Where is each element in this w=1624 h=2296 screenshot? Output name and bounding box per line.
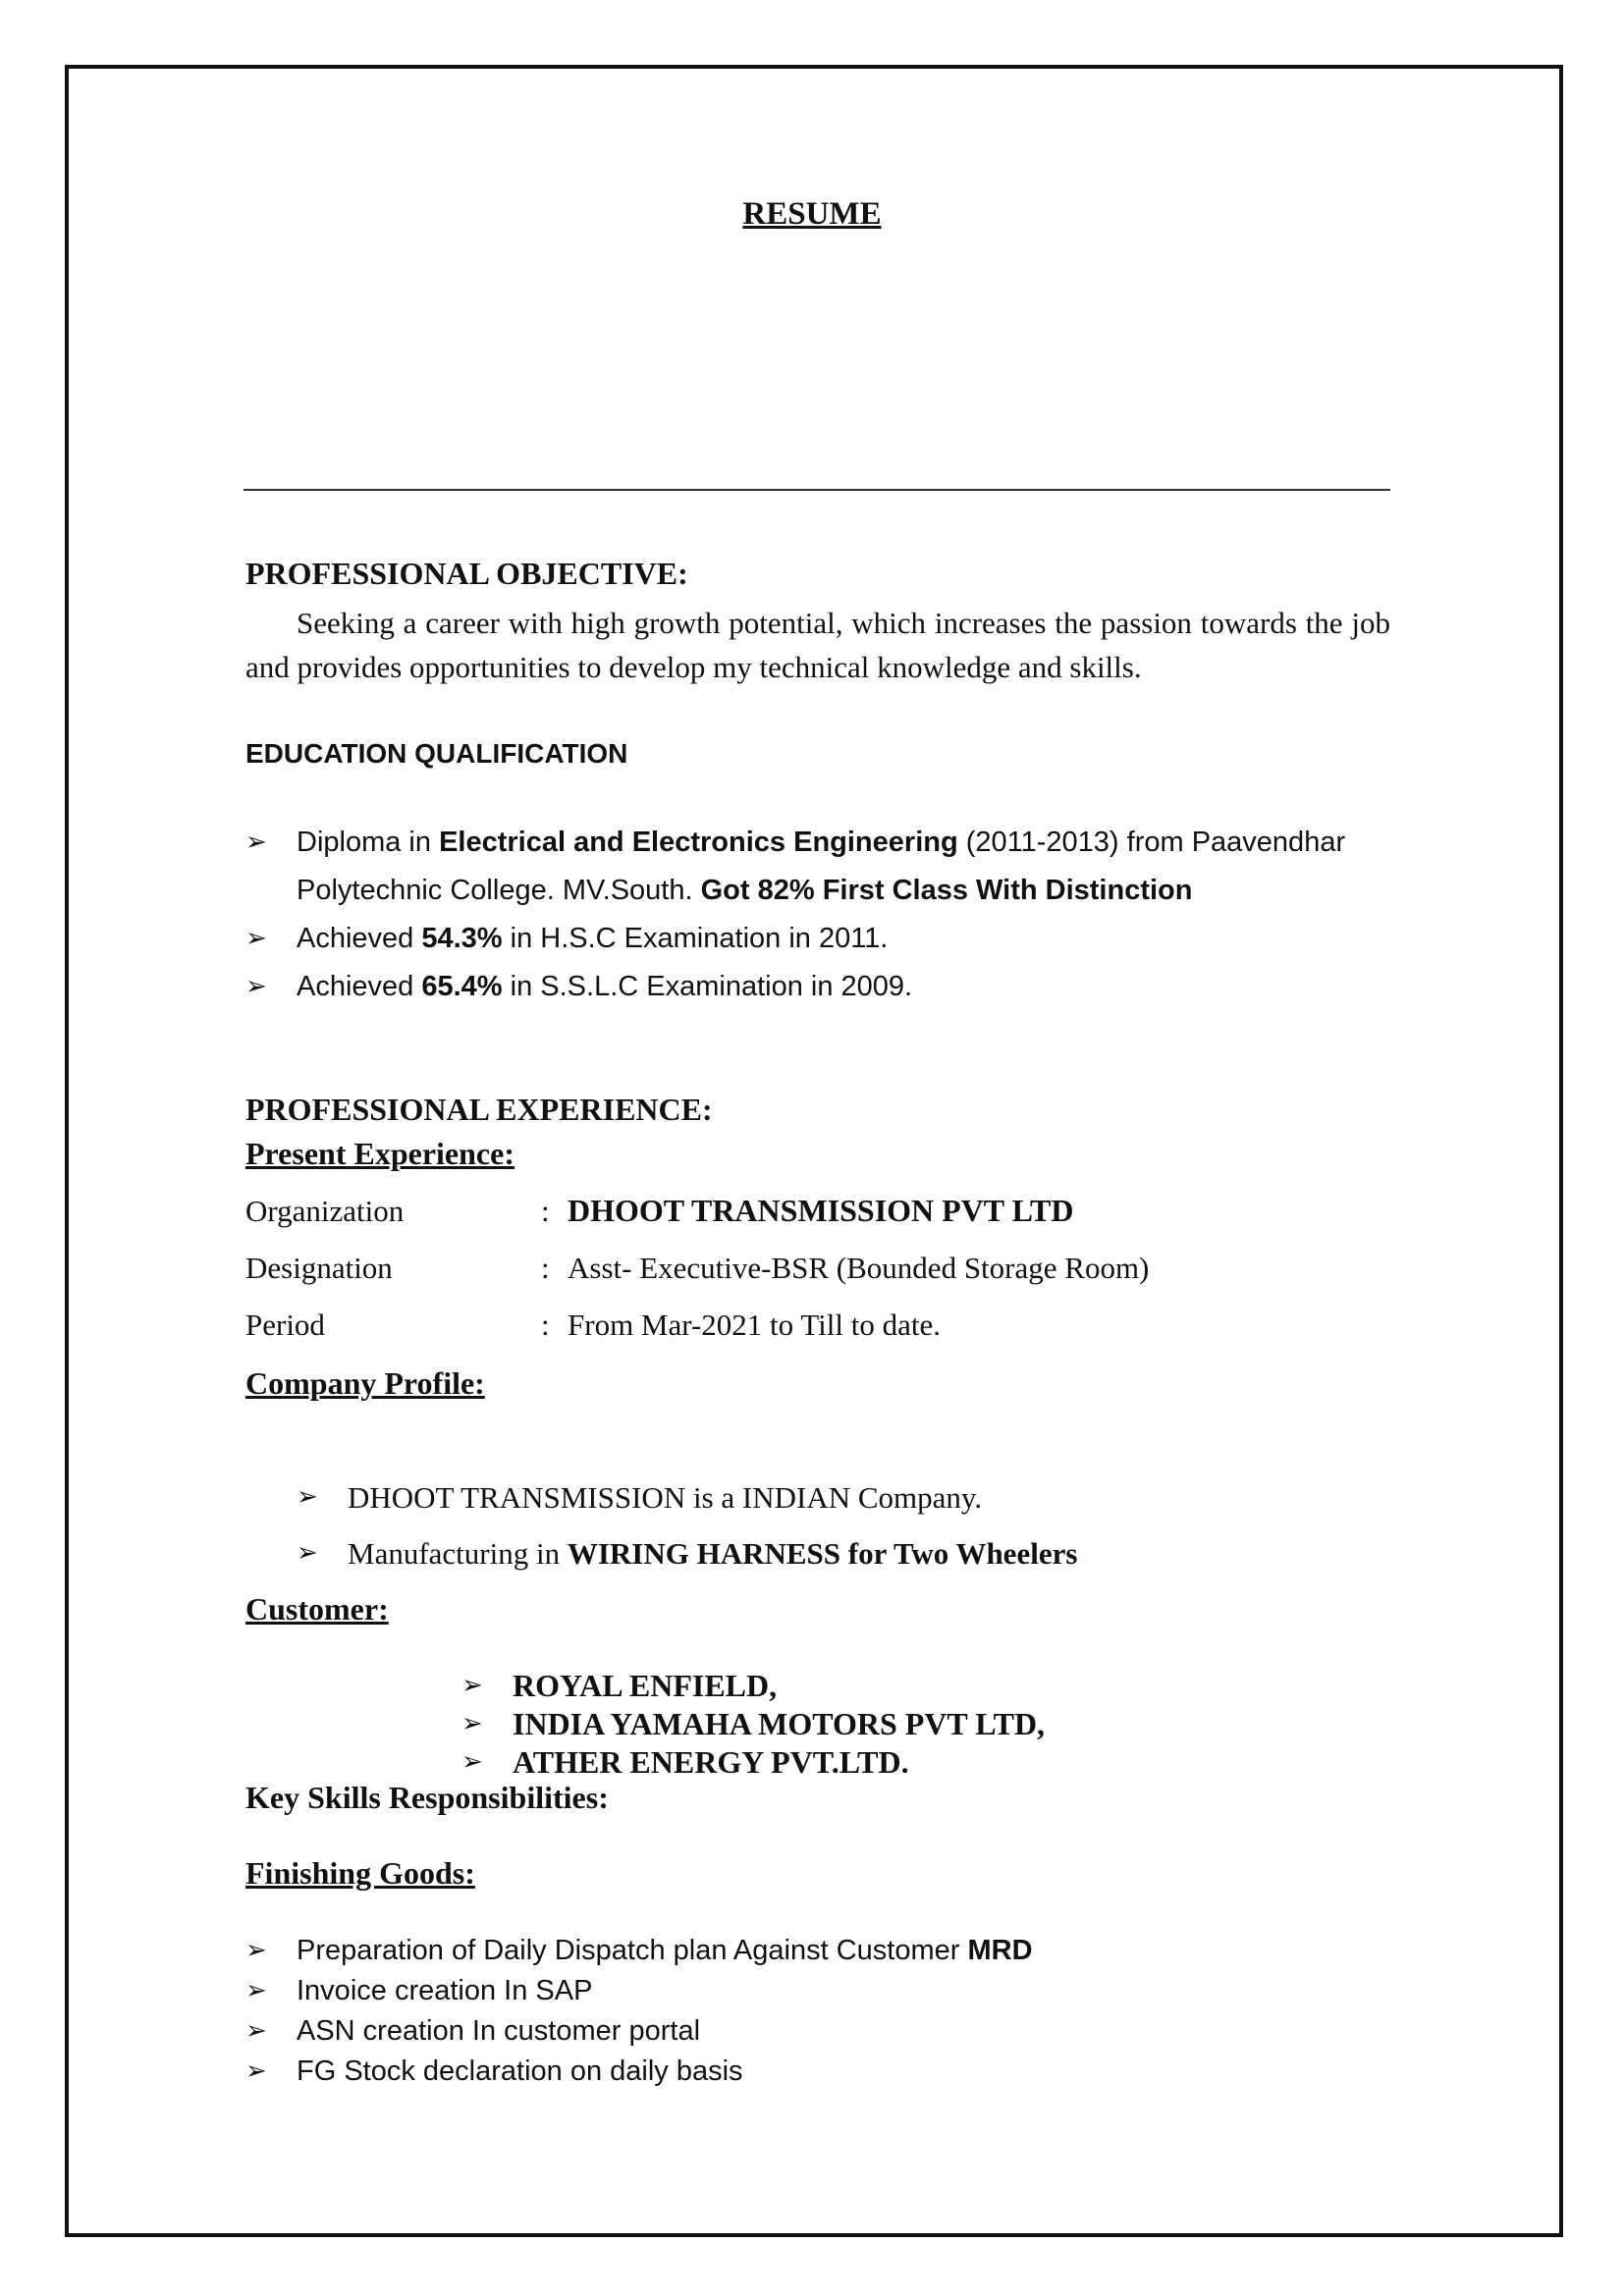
designation-label: Designation — [245, 1251, 393, 1285]
bullet-arrow-icon: ➢ — [245, 2016, 267, 2046]
present-experience-heading: Present Experience: — [245, 1136, 514, 1171]
bullet-arrow-icon: ➢ — [245, 2056, 267, 2086]
period-value: From Mar-2021 to Till to date. — [568, 1308, 942, 1342]
bullet-arrow-icon: ➢ — [297, 1538, 318, 1568]
company-profile-heading: Company Profile: — [245, 1365, 485, 1401]
bullet-arrow-icon: ➢ — [245, 828, 267, 857]
organization-label: Organization — [245, 1194, 405, 1228]
organization-value: DHOOT TRANSMISSION PVT LTD — [568, 1193, 1074, 1228]
bullet-arrow-icon: ➢ — [461, 1747, 483, 1777]
key-skills-heading: Key Skills Responsibilities: — [245, 1780, 609, 1815]
finishing-goods-heading: Finishing Goods: — [245, 1855, 475, 1891]
experience-heading: PROFESSIONAL EXPERIENCE: — [245, 1092, 713, 1127]
education-diploma: Diploma in Electrical and Electronics Engineering (2011-2013) from Paavendhar Polytechnic College. MV.South. Got 82% First Class With Distinction — [297, 827, 1346, 906]
bullet-arrow-icon: ➢ — [461, 1671, 483, 1700]
field-colon: : — [541, 1251, 550, 1285]
bullet-arrow-icon: ➢ — [245, 1976, 267, 2005]
objective-heading: PROFESSIONAL OBJECTIVE: — [245, 556, 688, 591]
education-heading: EDUCATION QUALIFICATION — [245, 738, 628, 769]
customer-heading: Customer: — [245, 1591, 389, 1627]
bullet-arrow-icon: ➢ — [245, 1936, 267, 1965]
period-label: Period — [245, 1308, 325, 1342]
header-divider — [244, 489, 1390, 491]
designation-value: Asst- Executive-BSR (Bounded Storage Room) — [568, 1251, 1150, 1285]
field-colon: : — [541, 1308, 550, 1342]
bullet-arrow-icon: ➢ — [245, 924, 267, 953]
objective-text: Seeking a career with high growth potential, which increases the passion towards the job and provides opportunities to develop my technical knowledge and skills. — [245, 606, 1390, 684]
bullet-arrow-icon: ➢ — [245, 972, 267, 1001]
bullet-arrow-icon: ➢ — [461, 1709, 483, 1738]
bullet-arrow-icon: ➢ — [297, 1482, 318, 1512]
page-title: RESUME — [742, 196, 882, 232]
field-colon: : — [541, 1194, 550, 1228]
